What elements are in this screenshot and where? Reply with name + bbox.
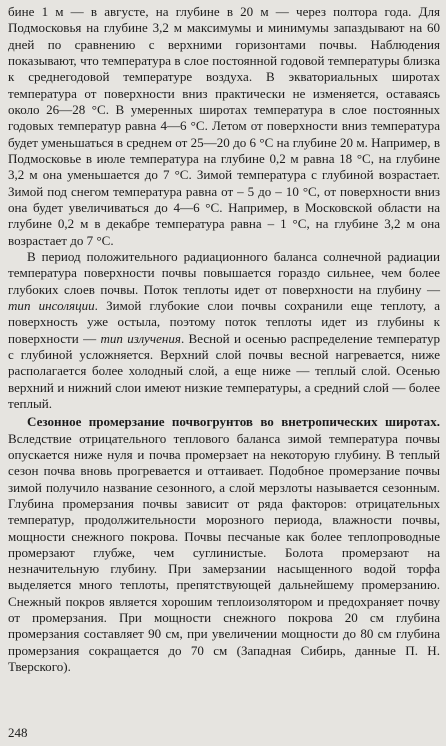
paragraph-heat-flow-types (8, 249, 440, 412)
text-run: В период положительного радиационного баланса солнечной радиации температура поверхности почвы повышается гораздо сильнее, чем более глубоких слоев почвы. Поток теплоты идет от поверхности на глубину — (8, 248, 440, 297)
text-run: бине 1 м — в августе, на глубине в 20 м — через полтора года. Для Подмосковья на глубине 3,2 м максимумы и минимумы запаздывают на 60 дней по сравнению с верхними горизонтами почвы. Наблюдения показывают, что температура в слое постоянной годовой температуры близка к среднегодовой температуре воздуха. В экваториальных широтах температура от поверхности вниз практически не изменяется, оставаясь около 26—28 °С. В умеренных широтах температура в слое постоянных годовых температур равна 4—6 °С. Летом от поверхности вниз температура будет уменьшаться в среднем от 25—20 до 6 °С на глубине 20 м. Например, в Подмосковье в июле температура на глубине 0,2 м равна 18 °С, на глубине 3,2 м она уменьшается до 7 °С. Зимой температура с глубиной возрастает. Зимой под снегом температура равна от – 5 до – 10 °С, от поверхности вниз она будет увеличиваться до 4—6 °С. Например, в Московской области на глубине 0,2 м в декабре температура равна – 1 °С, на глубине 3,2 м она возрастает до 7 °С. (8, 4, 440, 248)
text-run: Вследствие отрицательного теплового баланса зимой температура почвы опускается ниже нуля и почва промерзает на некоторую глубину. В теплый сезон почва вновь прогревается и оттаивает. Подобное промерзание почвы зимой получило название сезонного, а слой мерзлоты называется сезонным. Глубина промерзания почвы зависит от ряда факторов: отрицательных температур, продолжительности морозного периода, влажности почвы, мощности снежного покрова. Почвы песчаные как более теплопроводные промерзают глубже, чем суглинистые. Болота промерзают на незначительную глубину. При замерзании насыщенного водой торфа выделяется много теплоты, препятствующей дальнейшему промерзанию. Снежный покров является хорошим теплоизолятором и предохраняет почву от промерзания. При мощности снежного покрова 20 см глубина промерзания составляет 90 см, при увеличении мощности до 80 см глубина промерзания сокращается до 70 см (Западная Сибирь, данные П. Н. Тверского). (8, 430, 440, 675)
term-insolation-type: тип инсоляции (8, 297, 95, 313)
page-number: 248 (8, 725, 28, 740)
paragraph-soil-temperature-depth (8, 4, 440, 249)
section-heading-seasonal-freezing: Сезонное промерзание почвогрунтов во внетропических широтах. (27, 414, 440, 430)
text-run: . Зимой глубокие слои почвы сохранили еще теплоту, а поверхность уже остыла, поэтому поток теплоты идет из глубины к поверхности — (8, 297, 440, 346)
text-run: . Весной и осенью распределение температур с глубиной усложняется. Верхний слой почвы весной нагревается, ниже располагается более холодный слой, а еще ниже — теплый слой. Осенью верхний и нижний слои имеют низкие температуры, а средний слой — более теплый. (8, 330, 440, 411)
term-radiation-type: тип излучения (100, 330, 181, 346)
paragraph-seasonal-freezing (8, 414, 440, 675)
